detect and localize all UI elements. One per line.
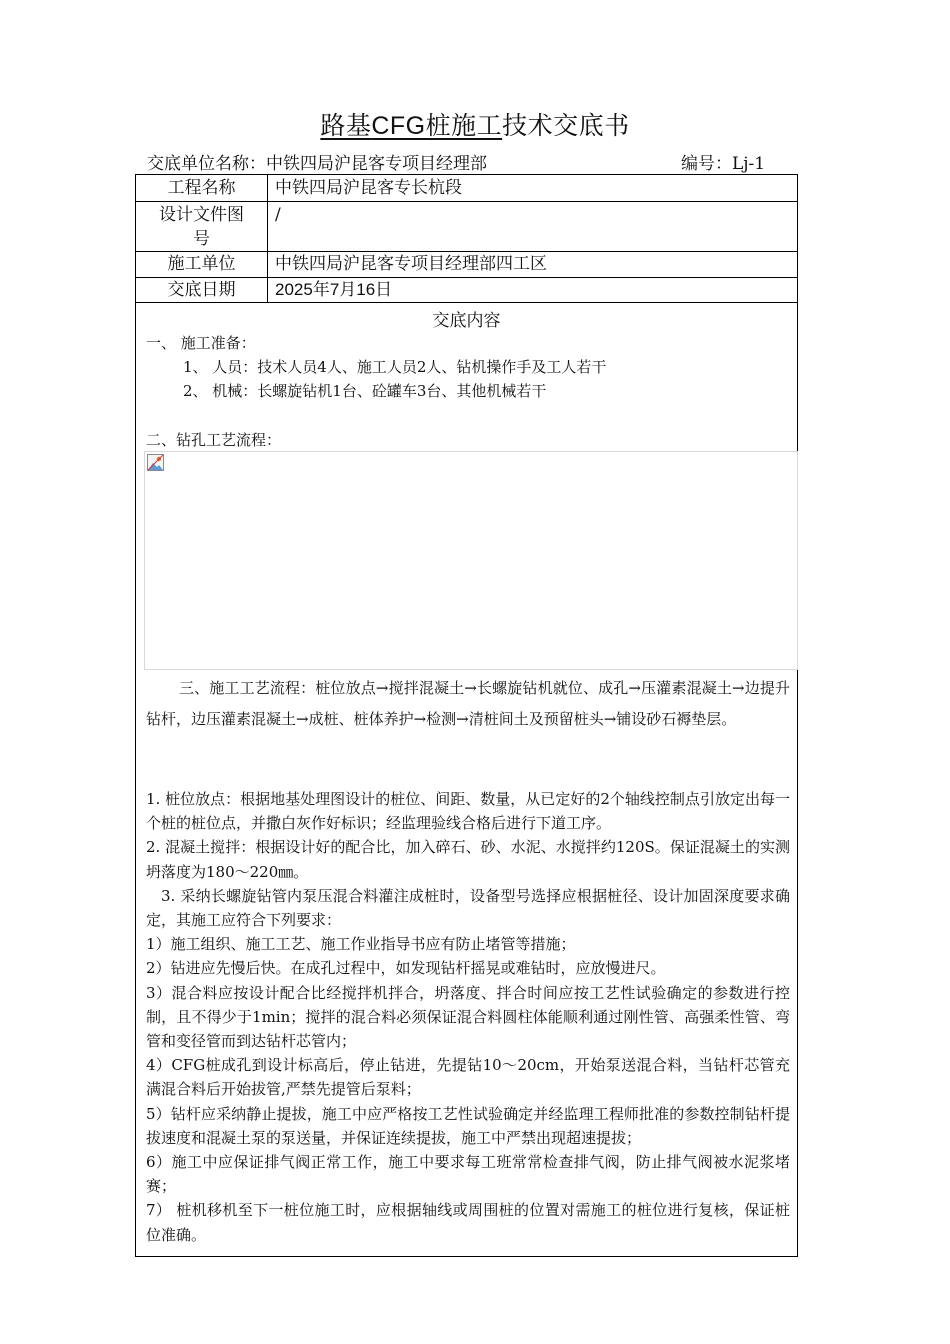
step-item: 1. 桩位放点：根据地基处理图设计的桩位、间距、数量，从已定好的2个轴线控制点引放定出每一个桩的桩位点，并撒白灰作好标识；经监理验线合格后进行下道工序。 (146, 790, 790, 833)
value-project-name: 中铁四局沪昆客专长杭段 (275, 178, 462, 198)
label-design-drawing-line1: 设计文件图 (159, 205, 244, 225)
document-title (0, 106, 950, 142)
value-design-drawing: / (275, 205, 281, 225)
step-item: 7） 桩机移机至下一桩位施工时，应根据轴线或周围桩的位置对需施工的桩位进行复核，保证桩位准确。 (146, 1201, 790, 1244)
value-construction-unit: 中铁四局沪昆客专项目经理部四工区 (275, 254, 547, 274)
broken-image-icon (147, 454, 164, 471)
label-construction-unit: 施工单位 (167, 254, 236, 274)
preparation-machinery: 2、 机械：长螺旋钻机1台、砼罐车3台、其他机械若干 (183, 382, 547, 400)
title-prefix: 路基 (320, 111, 372, 140)
issuing-unit: 交底单位名称：中铁四局沪昆客专项目经理部 (147, 154, 487, 174)
title-middle: CFG桩施工 (371, 112, 503, 140)
row-divider (136, 201, 797, 202)
disclosure-table (135, 174, 798, 1257)
step-item: 2. 混凝土搅拌：根据设计好的配合比，加入碎石、砂、水泥、水搅拌约120S。保证混凝土的实测坍落度为180～220㎜。 (146, 838, 790, 881)
value-disclosure-date: 2025年7月16日 (275, 280, 393, 299)
label-project-name: 工程名称 (167, 178, 236, 198)
step-item: 6）施工中应保证排气阀正常工作，施工中要求每工班常常检查排气阀，防止排气阀被水泥浆堵赛； (146, 1153, 790, 1196)
section-drilling-process: 二、钻孔工艺流程： (146, 431, 282, 449)
document-number: 编号：Lj-1 (681, 154, 766, 174)
step-item: 2）钻进应先慢后快。在成孔过程中，如发现钻杆摇晃或难钻时，应放慢进尺。 (146, 959, 666, 978)
construction-steps (146, 787, 790, 1247)
step-item: 3）混合料应按设计配合比经搅拌机拌合，坍落度、拌合时间应按工艺性试验确定的参数进行控制，且不得少于1min；搅拌的混合料必须保证混合料圆柱体能顺利通过刚性管、高强柔性管、弯管和变径管而到达钻杆芯管内； (146, 983, 790, 1051)
step-item: 4）CFG桩成孔到设计标高后，停止钻进，先提钻10～20cm，开始泵送混合料，当钻杆芯管充满混合料后开始拔管,严禁先提管后泵料； (146, 1056, 790, 1099)
content-heading: 交底内容 (432, 311, 501, 331)
section-preparation: 一、 施工准备： (146, 334, 256, 352)
section-construction-process: 三、施工工艺流程：桩位放点→搅拌混凝土→长螺旋钻机就位、成孔→压灌素混凝土→边提升钻杆，边压灌素混凝土→成桩、桩体养护→检测→清桩间土及预留桩头→铺设砂石褥垫层。 (146, 679, 790, 728)
drilling-process-image (144, 451, 798, 670)
column-divider (267, 175, 268, 302)
label-disclosure-date: 交底日期 (167, 280, 236, 300)
step-item: 5）钻杆应采纳静止提拔，施工中应严格按工艺性试验确定并经监理工程师批准的参数控制钻杆提拔速度和混凝土泵的泵送量，并保证连续提拔，施工中严禁出现超速提拔； (146, 1104, 790, 1147)
title-suffix: 技术交底书 (502, 111, 630, 140)
preparation-personnel: 1、 人员：技术人员4人、施工人员2人、钻机操作手及工人若干 (183, 358, 607, 376)
label-design-drawing-line2: 号 (193, 229, 210, 249)
row-divider (136, 302, 797, 303)
step-item: 3. 采纳长螺旋钻管内泵压混合料灌注成桩时，设备型号选择应根据桩径、设计加固深度要求确定，其施工应符合下列要求： (146, 886, 790, 930)
step-item: 1）施工组织、施工工艺、施工作业指导书应有防止堵管等措施； (146, 935, 576, 954)
